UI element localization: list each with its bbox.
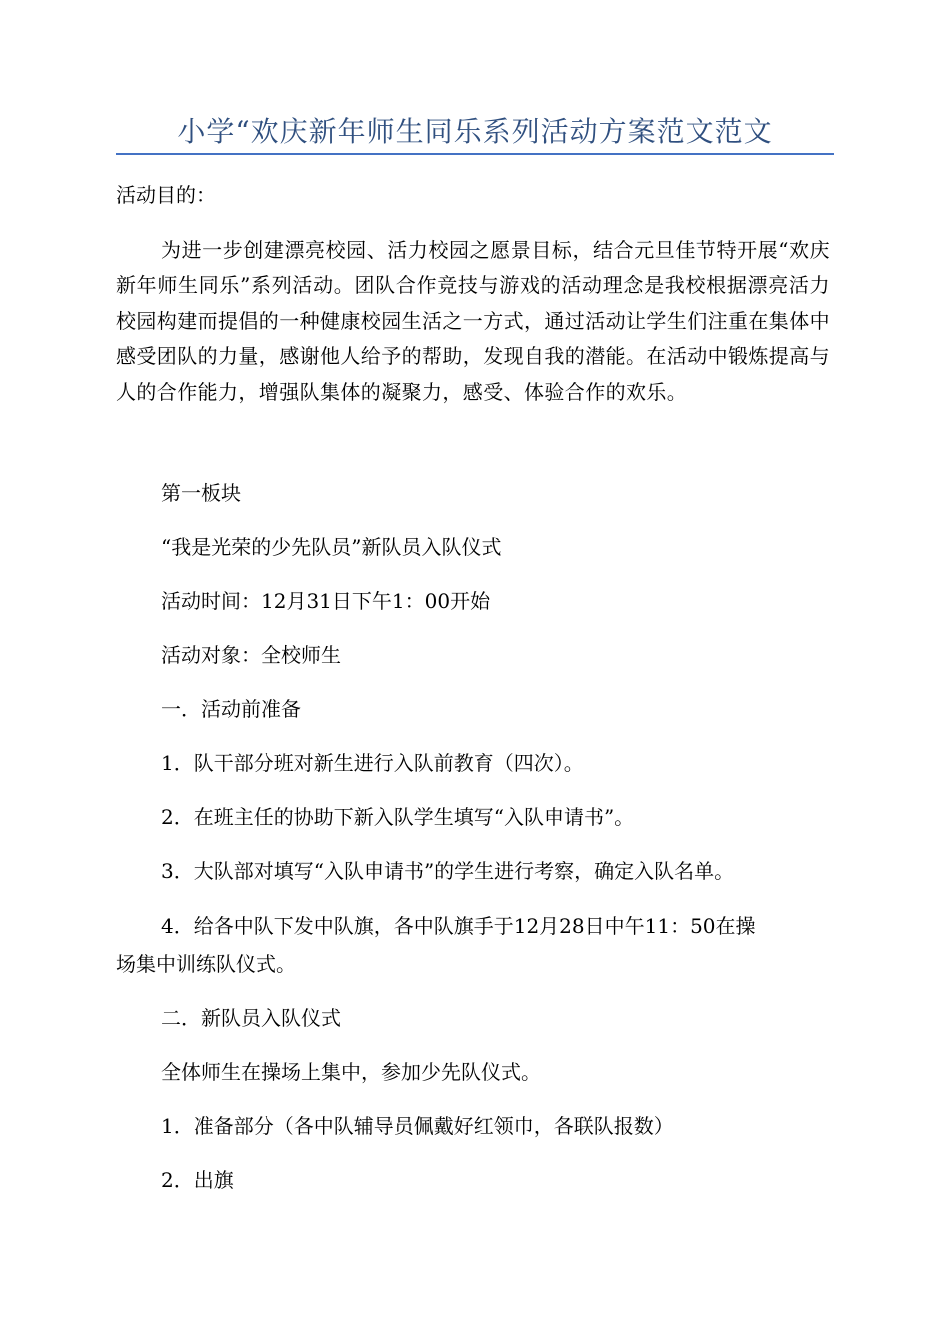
part1-item-continuation: 场集中训练队仪式。: [116, 952, 296, 976]
part2-intro: 全体师生在操场上集中，参加少先队仪式。: [161, 1060, 541, 1084]
part1-item: 2．在班主任的协助下新入队学生填写“入队申请书”。: [161, 805, 635, 829]
part1-item: 4．给各中队下发中队旗，各中队旗手于12月28日中午11：50在操: [161, 914, 756, 938]
activity-target: 活动对象：全校师生: [161, 643, 341, 667]
part1-heading: 一．活动前准备: [161, 697, 301, 721]
activity-time: 活动时间：12月31日下午1：00开始: [161, 589, 491, 613]
part2-item: 1．准备部分（各中队辅导员佩戴好红领巾，各联队报数）: [161, 1114, 674, 1138]
part1-item: 1．队干部分班对新生进行入队前教育（四次）。: [161, 751, 584, 775]
purpose-paragraph: 为进一步创建漂亮校园、活力校园之愿景目标，结合元旦佳节特开展“欢庆新年师生同乐”系列活动。团队合作竞技与游戏的活动理念是我校根据漂亮活力校园构建而提倡的一种健康校园生活之一方式，通过活动让学生们注重在集体中感受团队的力量，感谢他人给予的帮助，发现自我的潜能。在活动中锻炼提高与人的合作能力，增强队集体的凝聚力，感受、体验合作的欢乐。: [116, 238, 830, 404]
purpose-heading: 活动目的：: [116, 183, 216, 207]
section1-heading: 第一板块: [161, 481, 241, 505]
section1-subtitle: “我是光荣的少先队员”新队员入队仪式: [161, 535, 502, 559]
title-underline: [116, 153, 834, 155]
part2-item: 2．出旗: [161, 1168, 234, 1192]
part2-heading: 二．新队员入队仪式: [161, 1006, 341, 1030]
part1-item: 3．大队部对填写“入队申请书”的学生进行考察，确定入队名单。: [161, 859, 735, 883]
document-title: 小学“欢庆新年师生同乐系列活动方案范文范文: [177, 115, 773, 148]
